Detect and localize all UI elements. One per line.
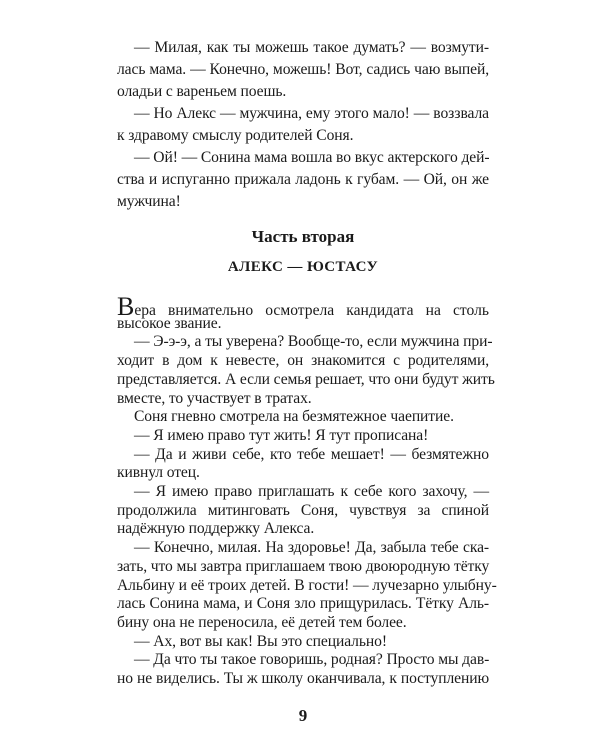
text-line: оладьи с вареньем поешь.: [117, 83, 287, 100]
text-line: высокое звание.: [117, 314, 222, 332]
text-line: — Ой! — Сонина мама вошла во вкус актерского дей-: [134, 149, 490, 166]
text-line: бину она не переносила, её детей тем более.: [117, 613, 407, 631]
text-line: — Милая, как ты можешь такое думать? — возмути-: [134, 39, 489, 56]
part-title: Часть вторая: [251, 227, 355, 246]
text-line: — Я имею право приглашать к себе кого захочу, —: [134, 483, 489, 500]
text-line: ства и испуганно прижала ладонь к губам. — Ой, он же: [117, 171, 489, 188]
text-line: к здравому смыслу родителей Соня.: [117, 127, 354, 144]
text-line: вместе, то участвует в тратах.: [117, 389, 312, 407]
text-line: — Я имею право тут жить! Я тут прописана!: [134, 426, 429, 444]
text-line: зать, что мы завтра приглашаем твою двоюродную тётку: [117, 557, 490, 575]
text-line: надёжную поддержку Алекса.: [117, 520, 315, 538]
text-line: — Но Алекс — мужчина, ему этого мало! — воззвала: [134, 105, 489, 122]
text-line: — Конечно, милая. На здоровье! Да, забыла тебе ска-: [134, 539, 489, 557]
text-line: — Да что ты такое говоришь, родная? Просто мы дав-: [134, 651, 490, 669]
chapter-title: АЛЕКС — ЮСТАСУ: [227, 259, 379, 275]
text-line: Альбину и её троих детей. В гости! — лучезарно улыбну-: [117, 576, 497, 594]
page-number: 9: [298, 706, 308, 725]
text-line: кивнул отец.: [117, 464, 200, 482]
drop-cap-letter: В: [117, 292, 135, 321]
text-line: лась Сонина мама, и Соня зло прищурилась. Тётку Аль-: [117, 595, 489, 613]
text-line: лась мама. — Конечно, можешь! Вот, садись чаю выпей,: [117, 61, 489, 78]
text-line: — Э-э-э, а ты уверена? Вообще-то, если мужчина при-: [134, 333, 493, 351]
text-line: продолжила митинговать Соня, чувствуя за спиной: [117, 501, 489, 519]
text-line: ходит в дом к невесте, он знакомится с родителями,: [117, 352, 489, 370]
text-line: но не виделись. Ты ж школу оканчивала, к поступлению: [117, 670, 489, 687]
text-line: Соня гневно смотрела на безмятежное чаепитие.: [134, 408, 454, 426]
text-line: — Да и живи себе, кто тебе мешает! — безмятежно: [134, 445, 489, 463]
text-line: — Ах, вот вы как! Вы это специально!: [134, 632, 387, 650]
opening-line-text: ера внимательно осмотрела кандидата на столь: [134, 302, 489, 319]
text-line: мужчина!: [117, 193, 181, 210]
text-line: представляется. А если семья решает, что они будут жить: [117, 370, 495, 388]
